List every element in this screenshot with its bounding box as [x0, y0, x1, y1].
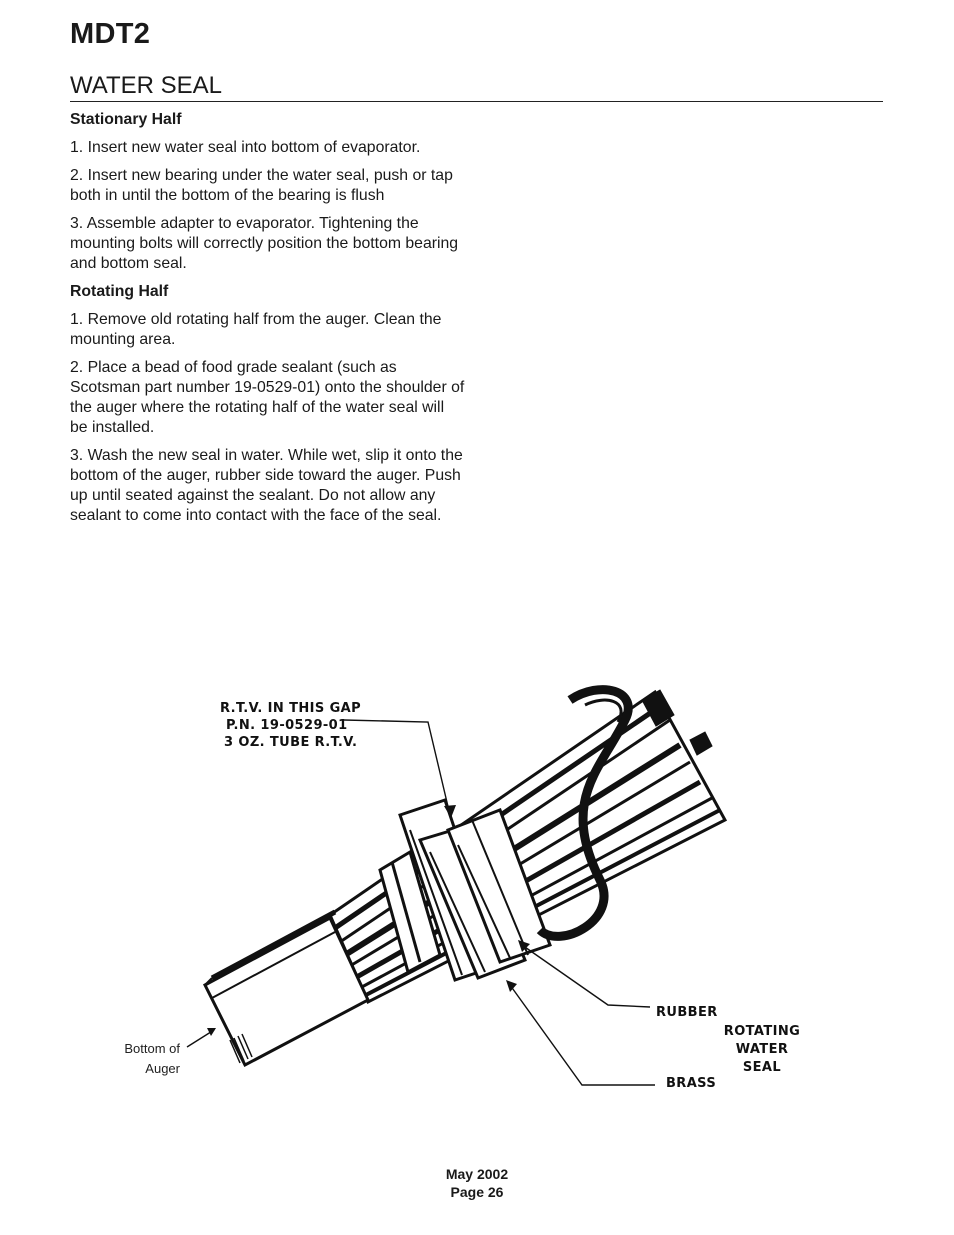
model-title: MDT2	[70, 18, 151, 50]
rotating-step-3: 3. Wash the new seal in water. While wet, slip it onto the bottom of the auger, rubber side toward the auger. Push up until seated against the sealant. Do not allow any sealant to come into contact with the face of the seal.	[70, 447, 463, 524]
rtv-label-line-3: 3 OZ. TUBE R.T.V.	[224, 735, 358, 750]
footer-date: May 2002	[445, 1166, 509, 1182]
brass-label: BRASS	[666, 1076, 717, 1091]
stationary-step-1: 1. Insert new water seal into bottom of evaporator.	[70, 139, 421, 156]
stationary-step-2: 2. Insert new bearing under the water seal, push or tap both in until the bottom of the bearing is flush	[70, 167, 453, 204]
stationary-step-3: 3. Assemble adapter to evaporator. Tightening the mounting bolts will correctly position the bottom bearing and bottom seal.	[70, 215, 459, 272]
rotating-step-2: 2. Place a bead of food grade sealant (such as Scotsman part number 19-0529-01) onto the shoulder of the auger where the rotating half of the water seal will be installed.	[70, 359, 465, 436]
rubber-label: RUBBER	[656, 1005, 718, 1020]
rtv-label-line-2: P.N. 19-0529-01	[226, 718, 348, 733]
bottom-of-auger-line-1: Bottom of	[124, 1041, 180, 1056]
rotating-seal-label-line-1: ROTATING	[723, 1024, 801, 1039]
bottom-of-auger-line-2: Auger	[145, 1061, 180, 1076]
rotating-seal-label-line-2: WATER	[735, 1042, 789, 1057]
stationary-half-heading: Stationary Half	[70, 111, 182, 128]
section-title: WATER SEAL	[70, 72, 223, 99]
rtv-label-line-1: R.T.V. IN THIS GAP	[220, 701, 362, 716]
footer-page-number: Page 26	[450, 1184, 504, 1200]
rotating-half-heading: Rotating Half	[70, 283, 169, 300]
footer	[0, 1165, 954, 1201]
rotating-seal-label-line-3: SEAL	[742, 1060, 782, 1075]
section-divider	[70, 101, 883, 102]
rotating-step-1: 1. Remove old rotating half from the auger. Clean the mounting area.	[70, 311, 442, 348]
water-seal-diagram	[0, 660, 954, 1110]
instructions-column	[70, 110, 465, 534]
